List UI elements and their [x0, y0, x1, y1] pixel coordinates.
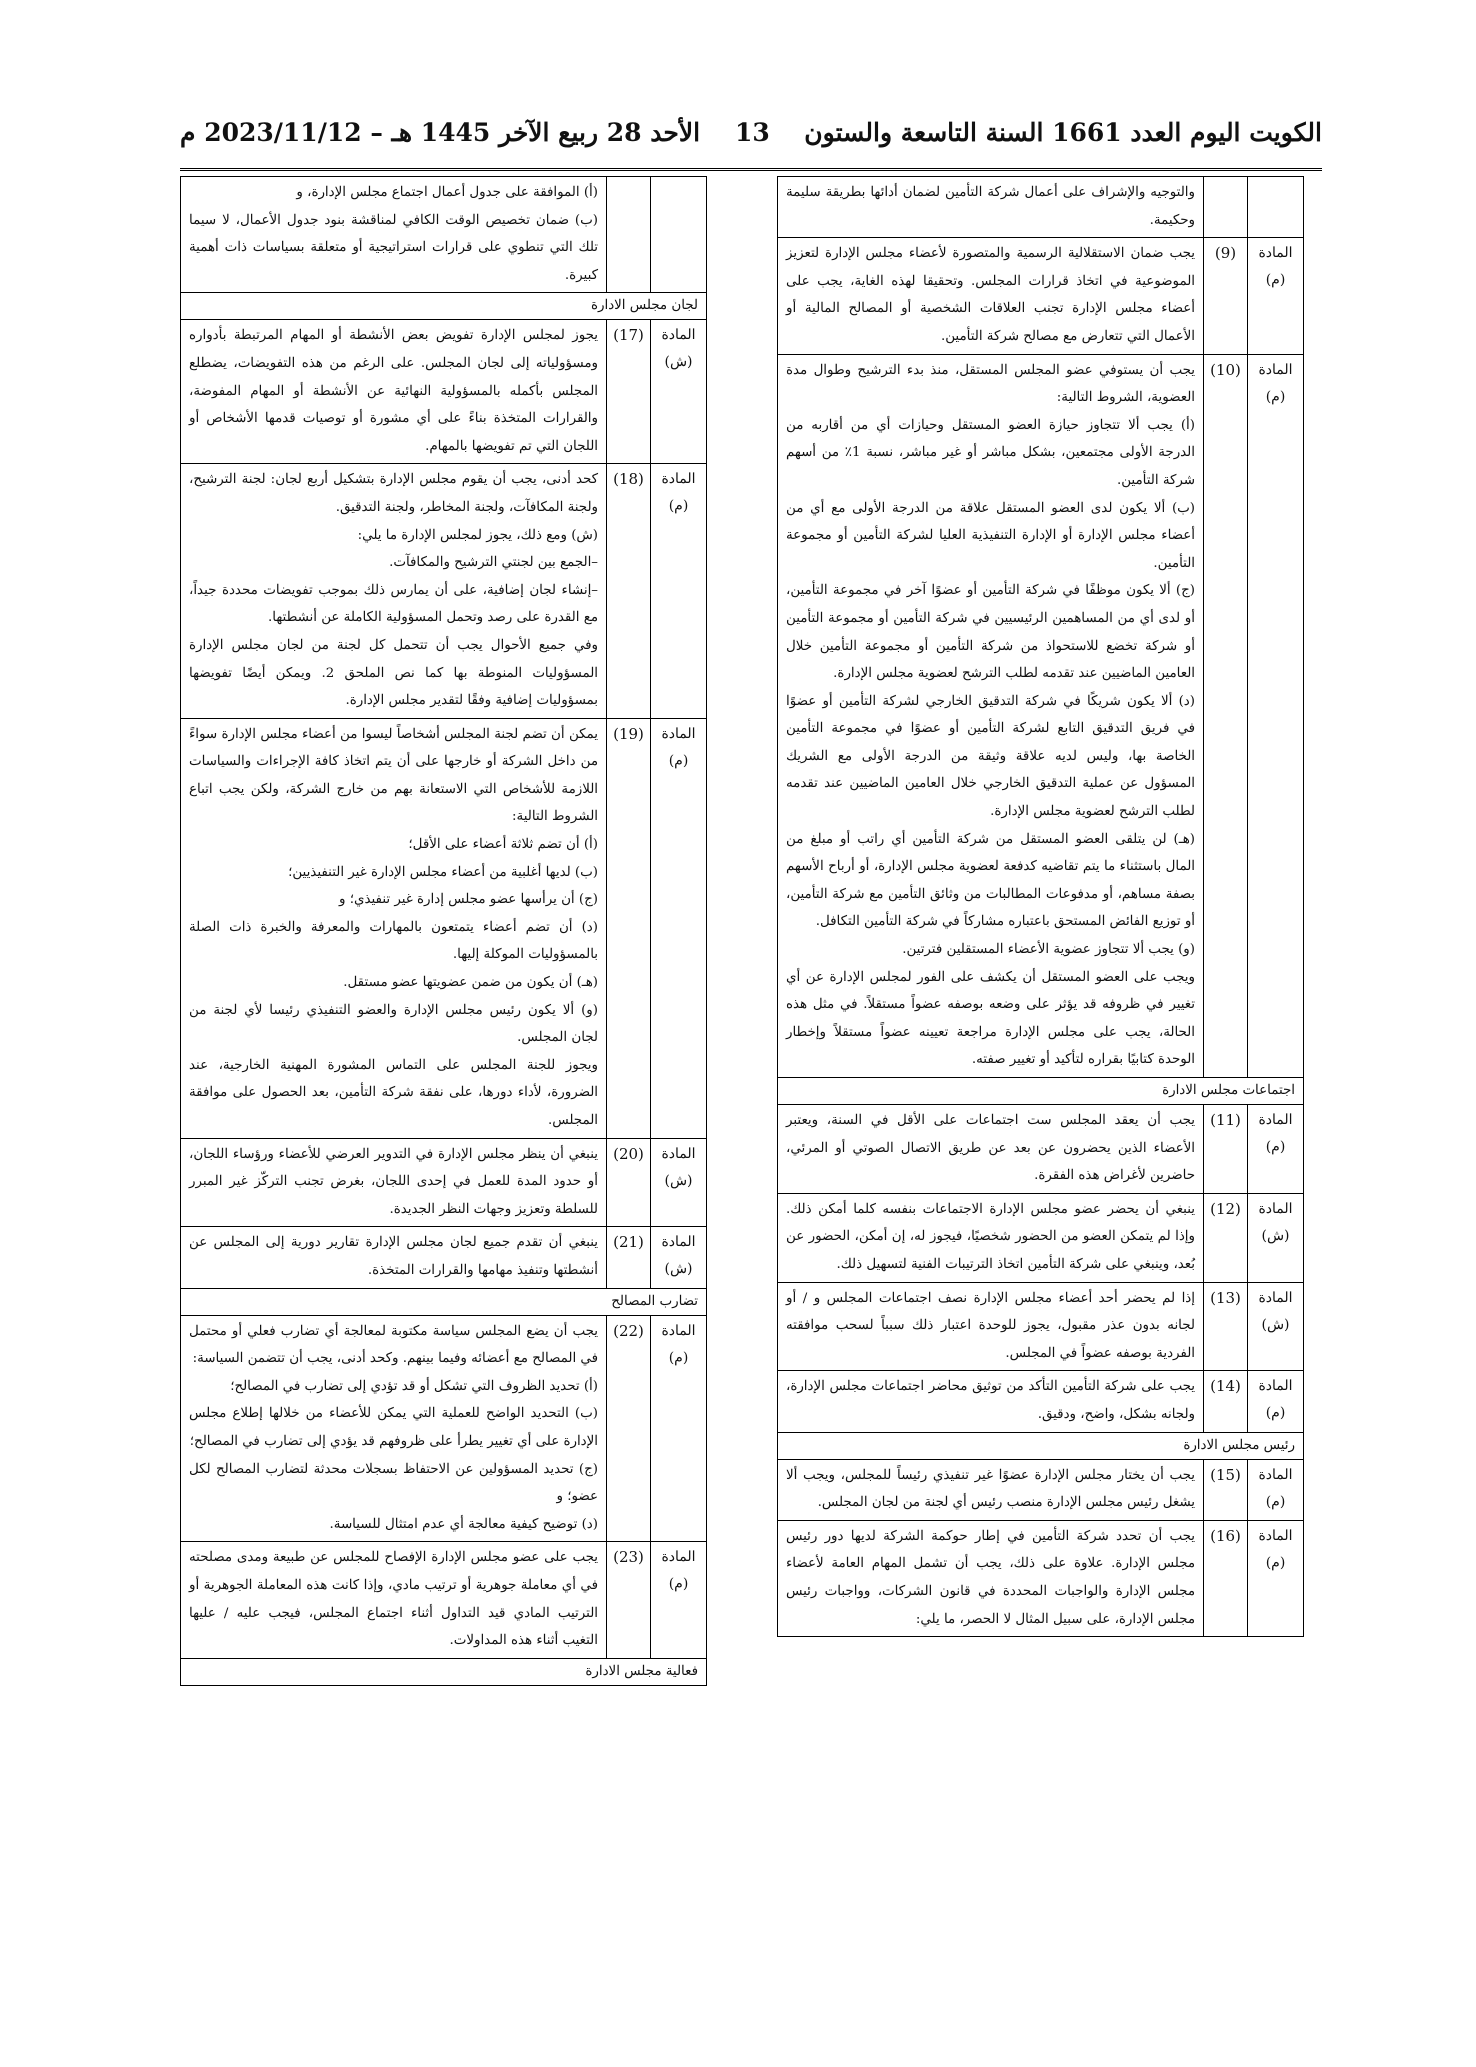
article-label: المادة (م) — [1247, 1371, 1303, 1431]
article-paragraph: (و) يجب ألا تتجاوز عضوية الأعضاء المستقلين فترتين. — [902, 942, 1195, 958]
article-label: المادة (م) — [1247, 1460, 1303, 1520]
article-paragraph: (أ) أن تضم ثلاثة أعضاء على الأقل؛ — [408, 837, 598, 853]
article-paragraph: (د) أن تضم أعضاء يتمتعون بالمهارات والمعرفة والخبرة ذات الصلة بالمسؤوليات الموكلة إليها. — [189, 919, 598, 963]
section-heading: فعالية مجلس الادارة — [181, 1658, 706, 1685]
article-paragraph: –الجمع بين لجنتي الترشيح والمكافآت. — [389, 555, 598, 571]
article-paragraph: يجب أن يختار مجلس الإدارة عضوًا غير تنفيذي رئيساً للمجلس، ويجب ألا يشغل رئيس مجلس الإدارة منصب رئيس أي لجنة من لجان المجلس. — [786, 1467, 1195, 1511]
article-paragraph: (ب) ألا يكون لدى العضو المستقل علاقة من الدرجة الأولى مع أي من أعضاء مجلس الإدارة أو الإدارة التنفيذية العليا لشركة التأمين أو مجموعة التأمين. — [786, 500, 1195, 571]
section-heading: لجان مجلس الادارة — [181, 292, 706, 319]
article-paragraph: يجب أن يعقد المجلس ست اجتماعات على الأقل في السنة، ويعتبر الأعضاء الذين يحضرون عن بعد عن طريق الاتصال الصوتي أو المرئي، حاضرين لأغراض هذه الفقرة. — [786, 1113, 1195, 1184]
article-paragraph: (ج) أن يرأسها عضو مجلس إدارة غير تنفيذي؛ و — [339, 892, 598, 908]
left-column — [180, 176, 707, 1686]
article-number: (10) — [1203, 355, 1247, 1077]
article-number: (18) — [606, 464, 650, 717]
article-label — [1247, 177, 1303, 237]
article-paragraph: يمكن أن تضم لجنة المجلس أشخاصاً ليسوا من أعضاء مجلس الإدارة سواءً من داخل الشركة أو خارجها على أن يتم اتخاذ كافة الإجراءات والسياسات اللازمة للأشخاص التي الاستعانة بهم من خارج الشركة، ولكن يجب اتباع الشروط التالية: — [189, 726, 598, 825]
article-paragraph: (ج) تحديد المسؤولين عن الاحتفاظ بسجلات محدثة لتضارب المصالح لكل عضو؛ و — [189, 1461, 598, 1505]
article-row — [778, 1520, 1303, 1636]
article-text — [778, 1194, 1203, 1282]
article-row — [181, 1541, 706, 1657]
article-paragraph: يجب أن يضع المجلس سياسة مكتوبة لمعالجة أي تضارب فعلي أو محتمل في المصالح مع أعضائه وفيما بينهم. وكحد أدنى، يجب أن تتضمن السياسة: — [189, 1323, 598, 1367]
article-paragraph: (د) ألا يكون شريكًا في شركة التدقيق الخارجي لشركة التأمين أو عضوًا في فريق التدقيق التابع لشركة التأمين أو عضوًا في مجموعة التأمين الخاصة بها، وليس لديه علاقة وثيقة من الدرجة الأولى مع الشريك المسؤول عن عملية التدقيق الخارجي خلال العامين الماضيين عند تقدمه لطلب الترشح لعضوية مجلس الإدارة. — [786, 693, 1195, 820]
article-paragraph: ينبغي أن تقدم جميع لجان مجلس الإدارة تقارير دورية إلى المجلس عن أنشطتها وتنفيذ مهامها والقرارات المتخذة. — [189, 1235, 598, 1278]
article-text — [181, 1227, 606, 1287]
article-paragraph: يجب ضمان الاستقلالية الرسمية والمتصورة لأعضاء مجلس الإدارة لتعزيز الموضوعية في اتخاذ قرارات المجلس. وتحقيقا لهذه الغاية، يجب على أعضاء مجلس الإدارة تجنب العلاقات الشخصية أو المصالح المالية أو الأعمال التي تتعارض مع مصالح شركة التأمين. — [786, 246, 1195, 344]
article-paragraph: يجب أن تحدد شركة التأمين في إطار حوكمة الشركة لديها دور رئيس مجلس الإدارة. علاوة على ذلك، يجب أن تشمل المهام العامة لأعضاء مجلس الإدارة والواجبات المحددة في قانون الشركات، وواجبات رئيس مجلس الإدارة، على سبيل المثال لا الحصر، ما يلي: — [786, 1528, 1195, 1627]
article-text — [181, 1316, 606, 1542]
article-row — [181, 319, 706, 463]
article-row — [778, 1459, 1303, 1520]
article-paragraph: (أ) الموافقة على جدول أعمال اجتماع مجلس الإدارة، و — [296, 185, 598, 200]
article-number: (9) — [1203, 238, 1247, 353]
article-label: المادة (م) — [650, 719, 706, 1138]
article-number: (12) — [1203, 1194, 1247, 1282]
article-paragraph: (ب) ضمان تخصيص الوقت الكافي لمناقشة بنود جدول الأعمال، لا سيما تلك التي تنطوي على قرارات استراتيجية أو متعلقة بسياسات ذات أهمية كبيرة. — [189, 212, 598, 283]
header-rule — [180, 168, 1322, 171]
article-label: المادة (ش) — [650, 1227, 706, 1287]
article-number: (14) — [1203, 1371, 1247, 1431]
article-paragraph: ويجب على العضو المستقل أن يكشف على الفور لمجلس الإدارة عن أي تغيير في ظروفه قد يؤثر على وضعه بوصفه عضواً مستقلاً. في مثل هذه الحالة، يجب على مجلس الإدارة مراجعة تعيينه عضواً مستقلاً وإخطار الوحدة كتابيًا بقراره لتأكيد أو تغيير صفته. — [786, 969, 1195, 1068]
article-text — [778, 1521, 1203, 1636]
section-heading: رئيس مجلس الادارة — [778, 1432, 1303, 1459]
article-label: المادة (ش) — [1247, 1283, 1303, 1371]
article-number: (15) — [1203, 1460, 1247, 1520]
article-label: المادة (ش) — [650, 1139, 706, 1227]
right-column — [777, 176, 1304, 1637]
article-label: المادة (م) — [1247, 1521, 1303, 1636]
article-row — [181, 718, 706, 1138]
article-row — [181, 177, 706, 292]
article-row — [778, 237, 1303, 353]
issue-date: الأحد 28 ربيع الآخر 1445 هـ – 2023/11/12 م — [180, 118, 701, 147]
article-label: المادة (م) — [1247, 1105, 1303, 1193]
article-text — [778, 355, 1203, 1077]
article-paragraph: (و) ألا يكون رئيس مجلس الإدارة والعضو التنفيذي رئيسا لأي لجنة من لجان المجلس. — [189, 1002, 598, 1046]
article-label: المادة (ش) — [1247, 1194, 1303, 1282]
article-row — [778, 1193, 1303, 1282]
article-row — [778, 177, 1303, 237]
article-label: المادة (م) — [650, 1542, 706, 1657]
gazette-issue-info: الكويت اليوم العدد 1661 السنة التاسعة والستون — [804, 118, 1322, 147]
article-row — [778, 1282, 1303, 1371]
article-text — [778, 238, 1203, 353]
article-text — [181, 177, 606, 292]
article-text — [778, 177, 1203, 237]
section-heading: تضارب المصالح — [181, 1288, 706, 1315]
article-row — [181, 1226, 706, 1287]
article-number: (22) — [606, 1316, 650, 1542]
article-row — [181, 1315, 706, 1542]
article-label: المادة (م) — [1247, 238, 1303, 353]
article-text — [778, 1105, 1203, 1193]
article-paragraph: (ب) لديها أغلبية من أعضاء مجلس الإدارة غير التنفيذيين؛ — [288, 864, 598, 880]
article-text — [181, 1542, 606, 1657]
article-paragraph: والتوجيه والإشراف على أعمال شركة التأمين لضمان أدائها بطريقة سليمة وحكيمة. — [786, 185, 1195, 228]
article-paragraph: وفي جميع الأحوال يجب أن تتحمل كل لجنة من لجان مجلس الإدارة المسؤوليات المنوطة بها كما نص الملحق 2. ويمكن أيضًا تفويضها بمسؤوليات إضافية وفقًا لتقدير مجلس الإدارة. — [189, 637, 599, 709]
article-row — [778, 354, 1303, 1077]
article-row — [778, 1370, 1303, 1431]
article-text — [778, 1283, 1203, 1371]
article-label: المادة (م) — [650, 1316, 706, 1542]
article-paragraph: يجب أن يستوفي عضو المجلس المستقل، منذ بدء الترشيح وطوال مدة العضوية، الشروط التالية: — [786, 362, 1195, 406]
article-paragraph: ينبغي أن ينظر مجلس الإدارة في التدوير العرضي للأعضاء ورؤساء اللجان، أو حدود المدة للعمل في إحدى اللجان، بغرض تجنب التركّز غير المبرر للسلطة وتعزيز وجهات النظر الجديدة. — [189, 1146, 598, 1217]
article-label: المادة (م) — [650, 464, 706, 717]
page-number: 13 — [735, 118, 770, 147]
article-row — [181, 463, 706, 717]
article-row — [181, 1138, 706, 1227]
article-label: المادة (ش) — [650, 320, 706, 463]
article-paragraph: (هـ) أن يكون من ضمن عضويتها عضو مستقل. — [343, 975, 598, 991]
article-text — [181, 464, 606, 717]
article-paragraph: يجوز لمجلس الإدارة تفويض بعض الأنشطة أو المهام المرتبطة بأدواره ومسؤولياته إلى لجان المجلس. على الرغم من هذه التفويضات، يضطلع المجلس بأكمله بالمسؤولية النهائية عن الأنشطة أو المهام المفوضة، والقرارات المتخذة بناءً على أي مشورة أو توصيات قدمها الأشخاص أو اللجان التي تم تفويضها بالمهام. — [189, 328, 598, 454]
article-paragraph: ينبغي أن يحضر عضو مجلس الإدارة الاجتماعات بنفسه كلما أمكن ذلك. وإذا لم يتمكن العضو من الحضور شخصيًا، فيجوز له، إن أمكن، الحضور عن بُعد، وينبغي على شركة التأمين اتخاذ الترتيبات الفنية لتسهيل ذلك. — [786, 1201, 1195, 1272]
article-text — [181, 1139, 606, 1227]
article-number: (19) — [606, 719, 650, 1138]
article-text — [181, 320, 606, 463]
article-paragraph: يجب على عضو مجلس الإدارة الإفصاح للمجلس عن طبيعة ومدى مصلحته في أي معاملة جوهرية أو ترتيب مادي، وإذا كانت هذه المعاملة الجوهرية أو الترتيب المادي قيد التداول أثناء اجتماع المجلس، فيجب عليه / عليها التغيب أثناء هذه المداولات. — [189, 1550, 598, 1649]
section-heading: اجتماعات مجلس الادارة — [778, 1077, 1303, 1104]
article-number: (13) — [1203, 1283, 1247, 1371]
article-paragraph: يجب على شركة التأمين التأكد من توثيق محاضر اجتماعات مجلس الإدارة، ولجانه بشكل، واضح، ودقيق. — [786, 1379, 1195, 1422]
article-paragraph: (هـ) لن يتلقى العضو المستقل من شركة التأمين أي راتب أو مبلغ من المال باستثناء ما يتم تقاضيه كدفعة لعضوية مجلس الإدارة، أو أرباح الأسهم بصفة مساهم، أو مدفوعات المطالبات من وثائق التأمين مع شركة التأمين، أو توزيع الفائض المستحق باعتباره مشاركاً في شركة التأمين التكافل. — [786, 831, 1195, 930]
article-paragraph: (ش) ومع ذلك، يجوز لمجلس الإدارة ما يلي: — [357, 527, 598, 543]
article-text — [778, 1371, 1203, 1431]
article-number: (21) — [606, 1227, 650, 1287]
article-number — [1203, 177, 1247, 237]
article-paragraph: ويجوز للجنة المجلس على التماس المشورة المهنية الخارجية، عند الضرورة، لأداء دورها، على نفقة شركة التأمين، بعد الحصول على موافقة المجلس. — [189, 1057, 598, 1128]
article-paragraph: (د) توضيح كيفية معالجة أي عدم امتثال للسياسة. — [329, 1516, 598, 1532]
article-label: المادة (م) — [1247, 355, 1303, 1077]
article-text — [181, 719, 606, 1138]
article-paragraph: (أ) تحديد الظروف التي تشكل أو قد تؤدي إلى تضارب في المصالح؛ — [230, 1378, 598, 1394]
article-number: (16) — [1203, 1521, 1247, 1636]
article-number: (23) — [606, 1542, 650, 1657]
article-paragraph: (أ) يجب ألا تتجاوز حيازة العضو المستقل وحيازات أي من أقاربه من الدرجة الأولى مجتمعين، بشكل مباشر أو غير مباشر، نسبة 1٪ من أسهم شركة التأمين. — [786, 417, 1195, 488]
article-label — [650, 177, 706, 292]
article-number — [606, 177, 650, 292]
article-paragraph: (ب) التحديد الواضح للعملية التي يمكن للأعضاء من خلالها إطلاع مجلس الإدارة على أي تغيير يطرأ على ظروفهم قد يؤدي إلى تضارب في المصالح؛ — [189, 1406, 598, 1449]
page-header — [180, 118, 1322, 160]
article-number: (17) — [606, 320, 650, 463]
article-paragraph: –إنشاء لجان إضافية، على أن يمارس ذلك بموجب تفويضات محددة جيداً، مع القدرة على رصد وتحمل المسؤولية الكاملة عن أنشطتها. — [189, 582, 598, 626]
article-number: (11) — [1203, 1105, 1247, 1193]
article-paragraph: كحد أدنى، يجب أن يقوم مجلس الإدارة بتشكيل أربع لجان: لجنة الترشيح، ولجنة المكافآت، ولجنة المخاطر، ولجنة التدقيق. — [189, 472, 598, 515]
article-number: (20) — [606, 1139, 650, 1227]
article-row — [778, 1104, 1303, 1193]
article-paragraph: (ج) ألا يكون موظفًا في شركة التأمين أو عضوًا آخر في مجموعة التأمين، أو لدى أي من المساهمين الرئيسيين في شركة التأمين أو مجموعة التأمين أو شركة تخضع للاستحواذ من شركة التأمين أو مجموعة التأمين خلال العامين الماضيين عند تقدمه لطلب الترشح لعضوية مجلس الإدارة. — [786, 583, 1195, 682]
article-text — [778, 1460, 1203, 1520]
article-paragraph: إذا لم يحضر أحد أعضاء مجلس الإدارة نصف اجتماعات المجلس و / أو لجانه بدون عذر مقبول، يجوز للوحدة اعتبار ذلك سبباً لسحب موافقته الفردية بوصفه عضواً في المجلس. — [786, 1290, 1195, 1361]
